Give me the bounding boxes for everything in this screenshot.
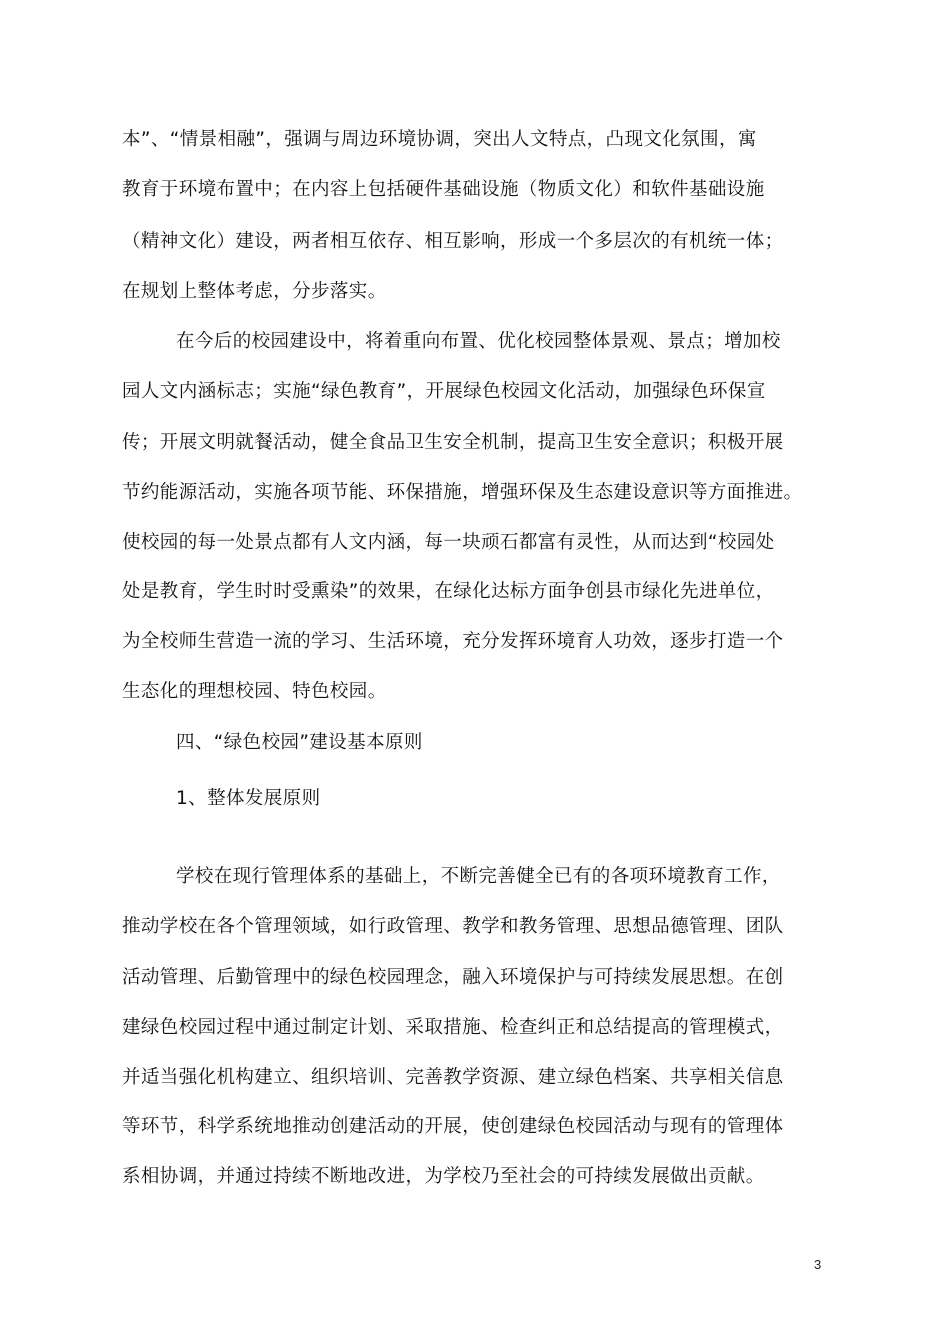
paragraph-3-line-4: 建绿色校园过程中通过制定计划、采取措施、检查纠正和总结提高的管理模式， bbox=[122, 1017, 784, 1038]
paragraph-1-line-4: 在规划上整体考虑，分步落实。 bbox=[122, 281, 387, 302]
paragraph-2-line-2: 园人文内涵标志；实施“绿色教育”，开展绿色校园文化活动，加强绿色环保宣 bbox=[122, 381, 766, 402]
paragraph-3-line-5: 并适当强化机构建立、组织培训、完善教学资源、建立绿色档案、共享相关信息 bbox=[122, 1067, 784, 1088]
paragraph-3-line-2: 推动学校在各个管理领域，如行政管理、教学和教务管理、思想品德管理、团队 bbox=[122, 916, 784, 937]
paragraph-1-line-3: （精神文化）建设，两者相互依存、相互影响，形成一个多层次的有机统一体； bbox=[122, 231, 784, 252]
paragraph-2-line-5: 使校园的每一处景点都有人文内涵，每一块顽石都富有灵性，从而达到“校园处 bbox=[122, 532, 775, 553]
paragraph-2-line-3: 传；开展文明就餐活动，健全食品卫生安全机制，提高卫生安全意识；积极开展 bbox=[122, 432, 784, 453]
paragraph-2-line-4: 节约能源活动，实施各项节能、环保措施，增强环保及生态建设意识等方面推进。 bbox=[122, 482, 803, 503]
paragraph-2-line-1: 在今后的校园建设中，将着重向布置、优化校园整体景观、景点；增加校 bbox=[176, 331, 781, 352]
page-number: 3 bbox=[814, 1257, 822, 1272]
subsection-heading: 1、整体发展原则 bbox=[176, 788, 321, 809]
section-heading: 四、“绿色校园”建设基本原则 bbox=[176, 732, 423, 753]
paragraph-3-line-3: 活动管理、后勤管理中的绿色校园理念，融入环境保护与可持续发展思想。在创 bbox=[122, 967, 784, 988]
paragraph-3-line-1: 学校在现行管理体系的基础上，不断完善健全已有的各项环境教育工作， bbox=[176, 866, 781, 887]
paragraph-1-line-1: 本”、“情景相融”，强调与周边环境协调，突出人文特点，凸现文化氛围，寓 bbox=[122, 129, 757, 150]
paragraph-2-line-8: 生态化的理想校园、特色校园。 bbox=[122, 681, 387, 702]
paragraph-2-line-6: 处是教育，学生时时受熏染”的效果，在绿化达标方面争创县市绿化先进单位， bbox=[122, 581, 775, 602]
paragraph-3-line-7: 系相协调，并通过持续不断地改进，为学校乃至社会的可持续发展做出贡献。 bbox=[122, 1166, 765, 1187]
paragraph-1-line-2: 教育于环境布置中；在内容上包括硬件基础设施（物质文化）和软件基础设施 bbox=[122, 179, 765, 200]
paragraph-2-line-7: 为全校师生营造一流的学习、生活环境，充分发挥环境育人功效，逐步打造一个 bbox=[122, 631, 784, 652]
paragraph-3-line-6: 等环节，科学系统地推动创建活动的开展，使创建绿色校园活动与现有的管理体 bbox=[122, 1116, 784, 1137]
